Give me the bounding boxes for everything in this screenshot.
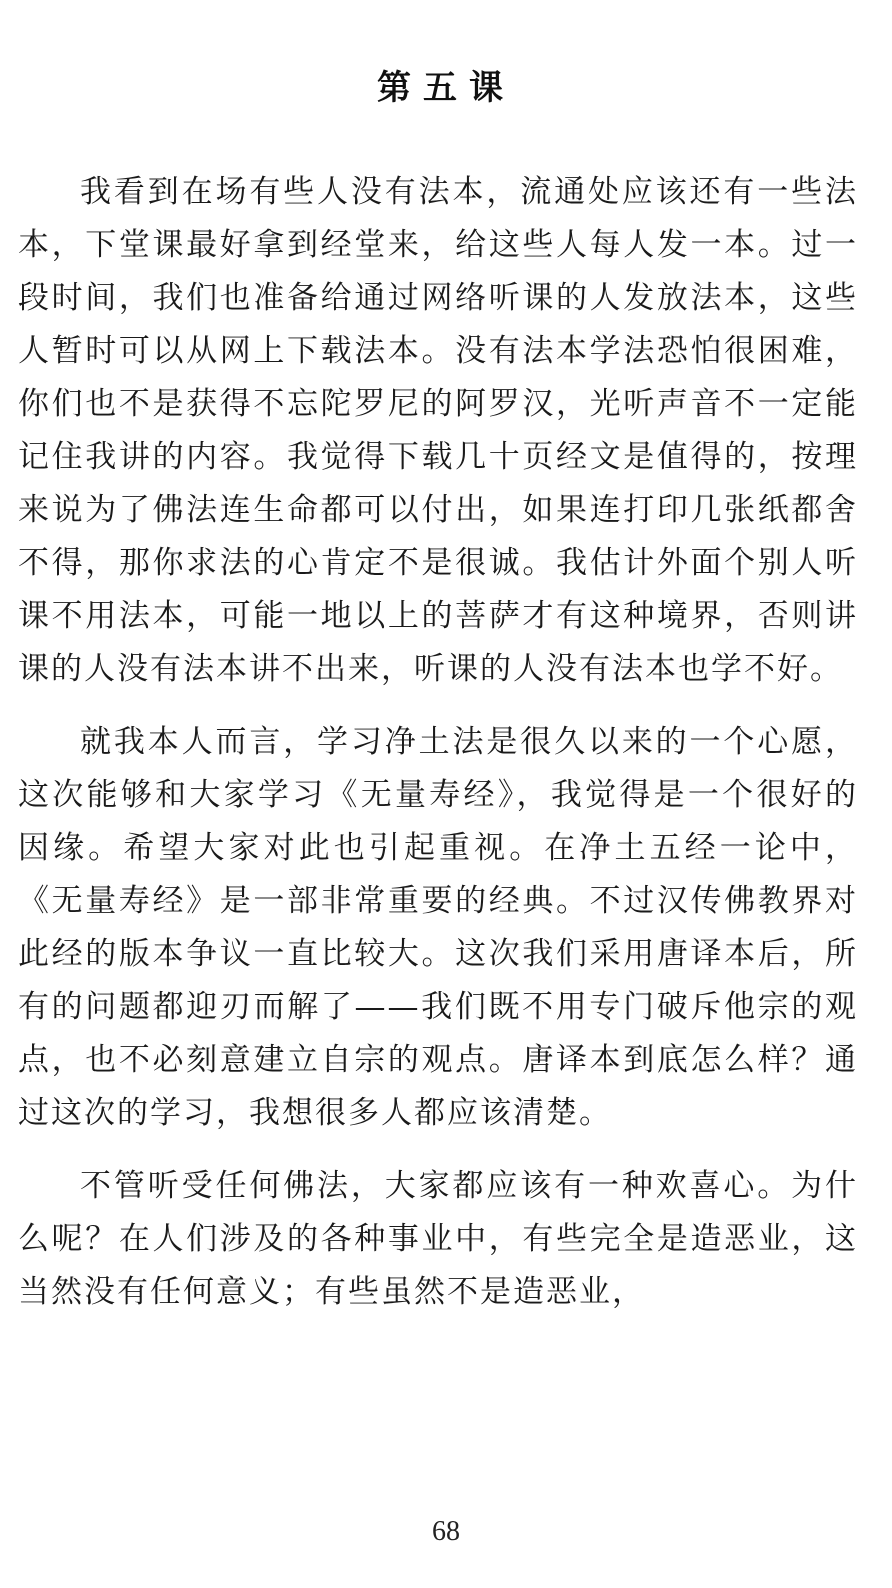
page-number: 68 [432, 1516, 460, 1547]
lesson-title: 第五课 [377, 68, 515, 108]
body-text [18, 166, 858, 1339]
paragraph-1: 我看到在场有些人没有法本，流通处应该还有一些法本，下堂课最好拿到经堂来，给这些人每人发一本。过一段时间，我们也准备给通过网络听课的人发放法本，这些人暂时可以从网上下载法本。没有法本学法恐怕很困难，你们也不是获得不忘陀罗尼的阿罗汉，光听声音不一定能记住我讲的内容。我觉得下载几十页经文是值得的，按理来说为了佛法连生命都可以付出，如果连打印几张纸都舍不得，那你求法的心肯定不是很诚。我估计外面个别人听课不用法本，可能一地以上的菩萨才有这种境界，否则讲课的人没有法本讲不出来，听课的人没有法本也学不好。 [18, 174, 858, 687]
paragraph-3: 不管听受任何佛法，大家都应该有一种欢喜心。为什么呢？在人们涉及的各种事业中，有些完全是造恶业，这当然没有任何意义；有些虽然不是造恶业， [18, 1168, 858, 1310]
paragraph-2: 就我本人而言，学习净土法是很久以来的一个心愿，这次能够和大家学习《无量寿经》，我觉得是一个很好的因缘。希望大家对此也引起重视。在净土五经一论中，《无量寿经》是一部非常重要的经典。不过汉传佛教界对此经的版本争议一直比较大。这次我们采用唐译本后，所有的问题都迎刃而解了——我们既不用专门破斥他宗的观点，也不必刻意建立自宗的观点。唐译本到底怎么样？通过这次的学习，我想很多人都应该清楚。 [18, 724, 858, 1131]
